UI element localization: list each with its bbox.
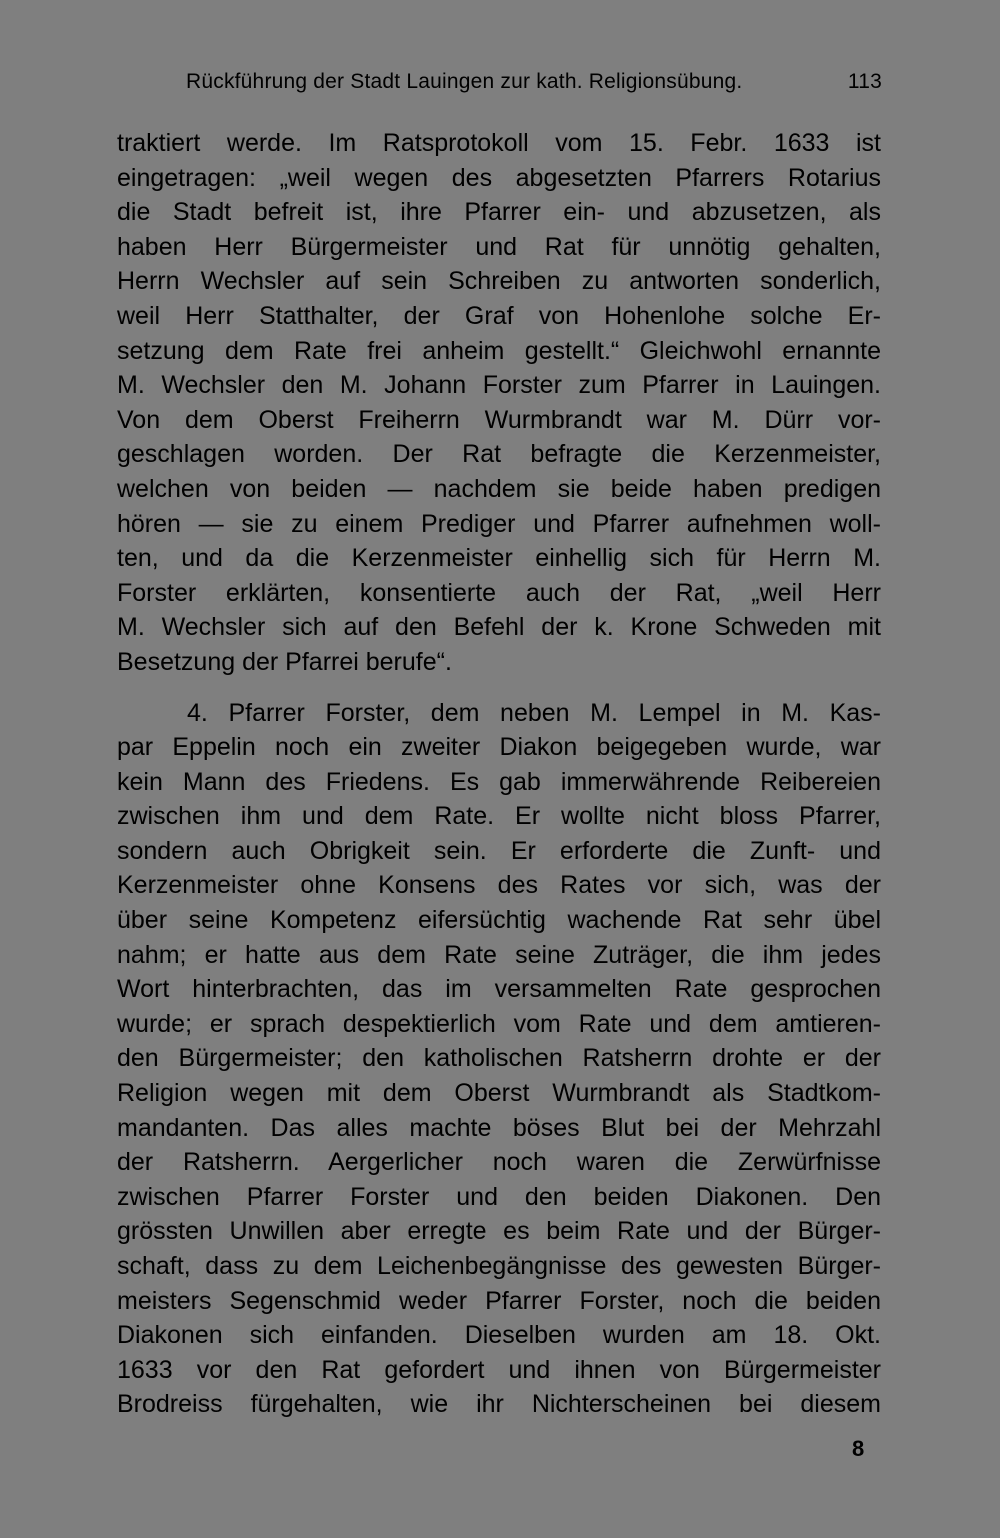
text-line: zwischen ihm und dem Rate. Er wollte nicht bloss Pfarrer,: [117, 802, 881, 831]
text-line: Brodreiss fürgehalten, wie ihr Nichterscheinen bei diesem: [117, 1390, 881, 1419]
text-line: traktiert werde. Im Ratsprotokoll vom 15. Febr. 1633 ist: [117, 129, 881, 157]
signature-mark: 8: [852, 1436, 865, 1461]
page-number: 113: [847, 70, 882, 93]
text-line: M. Wechsler den M. Johann Forster zum Pfarrer in Lauingen.: [117, 371, 881, 400]
text-line: nahm; er hatte aus dem Rate seine Zuträger, die ihm jedes: [117, 940, 881, 969]
text-line: haben Herr Bürgermeister und Rat für unnötig gehalten,: [117, 232, 881, 261]
text-line: welchen von beiden — nachdem sie beide haben predigen: [117, 474, 881, 503]
text-line: grössten Unwillen aber erregte es beim Rate und der Bürger-: [117, 1217, 881, 1246]
text-line: sondern auch Obrigkeit sein. Er erforderte die Zunft- und: [117, 836, 881, 865]
body-text: [117, 126, 881, 1422]
text-line: schaft, dass zu dem Leichenbegängnisse des gewesten Bürger-: [117, 1252, 881, 1280]
text-line: über seine Kompetenz eifersüchtig wachende Rat sehr übel: [117, 906, 881, 935]
text-line: hören — sie zu einem Prediger und Pfarrer aufnehmen woll-: [117, 509, 881, 538]
paragraph-gap: [117, 680, 881, 696]
text-line: Religion wegen mit dem Oberst Wurmbrandt als Stadtkom-: [117, 1079, 881, 1108]
text-line: der Ratsherrn. Aergerlicher noch waren die Zerwürfnisse: [117, 1148, 881, 1177]
text-line: die Stadt befreit ist, ihre Pfarrer ein- und abzusetzen, als: [117, 198, 881, 227]
text-line: eingetragen: „weil wegen des abgesetzten Pfarrers Rotarius: [117, 163, 881, 192]
text-line: Kerzenmeister ohne Konsens des Rates vor sich, was der: [117, 871, 881, 900]
text-line: Forster erklärten, konsentierte auch der Rat, „weil Herr: [117, 578, 881, 607]
text-line: meisters Segenschmid weder Pfarrer Forster, noch die beiden: [117, 1286, 881, 1315]
text-line: Herrn Wechsler auf sein Schreiben zu antworten sonderlich,: [117, 267, 881, 296]
running-title: Rückführung der Stadt Lauingen zur kath. Religionsübung.: [186, 70, 743, 93]
text-line: Diakonen sich einfanden. Dieselben wurden am 18. Okt.: [117, 1321, 881, 1350]
text-line: ten, und da die Kerzenmeister einhellig sich für Herrn M.: [117, 544, 881, 573]
text-line: kein Mann des Friedens. Es gab immerwährende Reibereien: [117, 767, 881, 796]
text-line: M. Wechsler sich auf den Befehl der k. Krone Schweden mit: [117, 613, 881, 642]
text-line: mandanten. Das alles machte böses Blut bei der Mehrzahl: [117, 1113, 881, 1142]
text-line: Von dem Oberst Freiherrn Wurmbrandt war M. Dürr vor-: [117, 405, 881, 434]
text-line: wurde; er sprach despektierlich vom Rate und dem amtieren-: [117, 1009, 881, 1038]
text-line: Wort hinterbrachten, das im versammelten Rate gesprochen: [117, 975, 881, 1004]
text-line: setzung dem Rate frei anheim gestellt.“ Gleichwohl ernannte: [117, 336, 881, 365]
running-header: [186, 70, 882, 104]
paragraph-2: [117, 696, 881, 1422]
text-line: den Bürgermeister; den katholischen Ratsherrn drohte er der: [117, 1044, 881, 1073]
text-line: 1633 vor den Rat gefordert und ihnen von Bürgermeister: [117, 1355, 881, 1384]
text-line: geschlagen worden. Der Rat befragte die Kerzenmeister,: [117, 440, 881, 469]
text-line: 4. Pfarrer Forster, dem neben M. Lempel in M. Kas-: [187, 698, 881, 727]
text-line: zwischen Pfarrer Forster und den beiden Diakonen. Den: [117, 1182, 881, 1211]
text-line: par Eppelin noch ein zweiter Diakon beigegeben wurde, war: [117, 733, 881, 762]
text-line: Besetzung der Pfarrei berufe“.: [117, 647, 452, 676]
text-line: weil Herr Statthalter, der Graf von Hohenlohe solche Er-: [117, 301, 881, 330]
paragraph-1: [117, 126, 881, 680]
